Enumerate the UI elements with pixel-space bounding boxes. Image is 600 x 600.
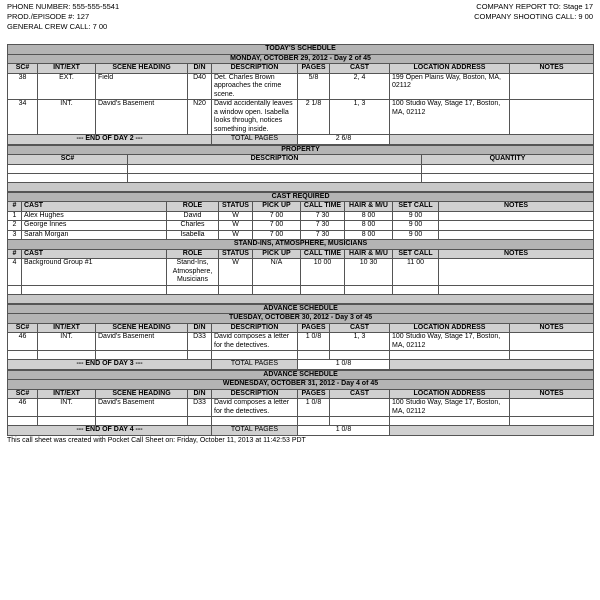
col-description: DESCRIPTION (212, 323, 298, 333)
location-address: 100 Studio Way, Stage 17, Boston, MA, 02112 (390, 399, 510, 417)
scene-heading: David's Basement (96, 100, 188, 135)
call-sheet (7, 44, 593, 444)
day-night: N20 (188, 100, 212, 135)
col-scene-heading: SCENE HEADING (96, 323, 188, 333)
col-role: ROLE (167, 202, 219, 212)
spacer-row (8, 294, 594, 303)
table-row (8, 399, 594, 417)
property-title: PROPERTY (8, 145, 594, 155)
cast-notes (439, 211, 594, 221)
cast-notes (439, 230, 594, 240)
col-pages: PAGES (298, 323, 330, 333)
scene-notes (510, 399, 594, 417)
col-location: LOCATION ADDRESS (390, 64, 510, 74)
table-row (8, 221, 594, 231)
general-crew-call: GENERAL CREW CALL: 7 00 (7, 22, 108, 31)
col-notes: NOTES (510, 64, 594, 74)
col-standin-hair: HAIR & M/U (345, 249, 393, 259)
todays-schedule-table (7, 44, 594, 145)
advance-schedule-date: TUESDAY, OCTOBER 30, 2012 - Day 3 of 45 (8, 314, 594, 324)
scene-heading: David's Basement (96, 399, 188, 417)
col-cast-num: # (8, 202, 22, 212)
footer-note: This call sheet was created with Pocket Call Sheet on: Friday, October 11, 2013 at 11:42:53 PDT (7, 436, 306, 444)
cast-notes (439, 221, 594, 231)
scene-number: 34 (8, 100, 38, 135)
col-cast: CAST (330, 64, 390, 74)
scene-number: 38 (8, 73, 38, 100)
end-of-day-label: --- END OF DAY 2 --- (8, 135, 212, 145)
col-pages: PAGES (298, 64, 330, 74)
standin-notes (439, 259, 594, 286)
property-table (7, 145, 594, 192)
prod-episode: PROD./EPISODE #: 127 (7, 12, 90, 21)
table-row (8, 73, 594, 100)
total-pages-label: TOTAL PAGES (212, 426, 298, 436)
col-sc: SC# (8, 389, 38, 399)
company-shooting-call: COMPANY SHOOTING CALL: 9 00 (474, 12, 593, 21)
standin-status: W (219, 259, 253, 286)
total-pages-value: 2 6/8 (298, 135, 390, 145)
table-row (8, 259, 594, 286)
scene-description: David composes a letter for the detectives. (212, 399, 298, 417)
total-pages-value: 1 0/8 (298, 360, 390, 370)
int-ext: EXT. (38, 73, 96, 100)
end-of-day-filler (390, 135, 594, 145)
col-notes: NOTES (510, 323, 594, 333)
col-location: LOCATION ADDRESS (390, 389, 510, 399)
cast-status: W (219, 211, 253, 221)
cast-required-table (7, 192, 594, 304)
end-of-day-label: --- END OF DAY 4 --- (8, 426, 212, 436)
cast-pickup: 7 00 (253, 230, 301, 240)
location-address: 100 Studio Way, Stage 17, Boston, MA, 02112 (390, 100, 510, 135)
scene-number: 46 (8, 399, 38, 417)
todays-schedule-date: MONDAY, OCTOBER 29, 2012 - Day 2 of 45 (8, 54, 594, 64)
col-standin-set: SET CALL (393, 249, 439, 259)
scene-description: David accidentally leaves a window open. Isabella looks through, notices something inside. (212, 100, 298, 135)
table-row (8, 417, 594, 426)
advance-schedule-day4 (7, 370, 594, 436)
cast-number: 1 (8, 211, 22, 221)
col-standin-pickup: PICK UP (253, 249, 301, 259)
standin-role: Stand-Ins, Atmosphere, Musicians (167, 259, 219, 286)
cast-hair-mu: 8 00 (345, 230, 393, 240)
col-status: STATUS (219, 202, 253, 212)
col-cast-notes: NOTES (439, 202, 594, 212)
col-scene-heading: SCENE HEADING (96, 389, 188, 399)
scene-number: 46 (8, 333, 38, 351)
scene-pages: 5/8 (298, 73, 330, 100)
scene-notes (510, 73, 594, 100)
standin-set-call: 11 00 (393, 259, 439, 286)
spacer-row (8, 182, 594, 191)
scene-cast: 2, 4 (330, 73, 390, 100)
cast-hair-mu: 8 00 (345, 211, 393, 221)
location-address: 199 Open Plains Way, Boston, MA, 02112 (390, 73, 510, 100)
col-dn: D/N (188, 64, 212, 74)
col-dn: D/N (188, 389, 212, 399)
cast-name: Alex Hughes (22, 211, 167, 221)
cast-status: W (219, 230, 253, 240)
end-of-day-filler (390, 426, 594, 436)
col-scene-heading: SCENE HEADING (96, 64, 188, 74)
cast-name: George Innes (22, 221, 167, 231)
col-standin-status: STATUS (219, 249, 253, 259)
cast-number: 2 (8, 221, 22, 231)
standin-call-time: 10 00 (301, 259, 345, 286)
cast-set-call: 9 00 (393, 230, 439, 240)
cast-role: Charles (167, 221, 219, 231)
standin-number: 4 (8, 259, 22, 286)
scene-notes (510, 100, 594, 135)
total-pages-label: TOTAL PAGES (212, 360, 298, 370)
col-cast-name: CAST (22, 202, 167, 212)
col-notes: NOTES (510, 389, 594, 399)
table-row (8, 100, 594, 135)
advance-schedule-date: WEDNESDAY, OCTOBER 31, 2012 - Day 4 of 45 (8, 380, 594, 390)
total-pages-label: TOTAL PAGES (212, 135, 298, 145)
todays-schedule-title: TODAY'S SCHEDULE (8, 45, 594, 55)
col-standin-call: CALL TIME (301, 249, 345, 259)
col-standin-num: # (8, 249, 22, 259)
scene-heading: David's Basement (96, 333, 188, 351)
table-row (8, 211, 594, 221)
col-property-description: DESCRIPTION (128, 155, 422, 165)
col-location: LOCATION ADDRESS (390, 323, 510, 333)
col-dn: D/N (188, 323, 212, 333)
col-hair-mu: HAIR & M/U (345, 202, 393, 212)
day-night: D33 (188, 399, 212, 417)
col-description: DESCRIPTION (212, 64, 298, 74)
col-description: DESCRIPTION (212, 389, 298, 399)
col-standin-role: ROLE (167, 249, 219, 259)
cast-name: Sarah Morgan (22, 230, 167, 240)
standin-pickup: N/A (253, 259, 301, 286)
int-ext: INT. (38, 333, 96, 351)
end-of-day-row (8, 426, 594, 436)
col-property-sc: SC# (8, 155, 128, 165)
cast-status: W (219, 221, 253, 231)
scene-cast (330, 399, 390, 417)
end-of-day-row (8, 360, 594, 370)
cast-set-call: 9 00 (393, 211, 439, 221)
company-report-to: COMPANY REPORT TO: Stage 17 (476, 2, 593, 11)
scene-description: David composes a letter for the detectives. (212, 333, 298, 351)
day-night: D33 (188, 333, 212, 351)
table-row (8, 164, 594, 173)
cast-required-title: CAST REQUIRED (8, 192, 594, 202)
location-address: 100 Studio Way, Stage 17, Boston, MA, 02112 (390, 333, 510, 351)
col-standin-notes: NOTES (439, 249, 594, 259)
scene-pages: 2 1/8 (298, 100, 330, 135)
cast-hair-mu: 8 00 (345, 221, 393, 231)
col-int-ext: INT/EXT (38, 389, 96, 399)
col-sc: SC# (8, 64, 38, 74)
col-cast: CAST (330, 389, 390, 399)
table-row (8, 230, 594, 240)
day-night: D40 (188, 73, 212, 100)
end-of-day-row (8, 135, 594, 145)
scene-heading: Field (96, 73, 188, 100)
cast-call-time: 7 30 (301, 211, 345, 221)
scene-cast: 1, 3 (330, 333, 390, 351)
advance-schedule-day3 (7, 304, 594, 370)
col-pickup: PICK UP (253, 202, 301, 212)
col-int-ext: INT/EXT (38, 323, 96, 333)
col-standin-cast: CAST (22, 249, 167, 259)
cast-number: 3 (8, 230, 22, 240)
end-of-day-filler (390, 360, 594, 370)
col-int-ext: INT/EXT (38, 64, 96, 74)
col-call-time: CALL TIME (301, 202, 345, 212)
standin-hair-mu: 10 30 (345, 259, 393, 286)
cast-set-call: 9 00 (393, 221, 439, 231)
end-of-day-label: --- END OF DAY 3 --- (8, 360, 212, 370)
advance-schedule-title: ADVANCE SCHEDULE (8, 370, 594, 380)
scene-notes (510, 333, 594, 351)
standins-title: STAND-INS, ATMOSPHERE, MUSICIANS (8, 240, 594, 250)
cast-call-time: 7 30 (301, 221, 345, 231)
cast-role: David (167, 211, 219, 221)
cast-role: Isabella (167, 230, 219, 240)
table-row (8, 285, 594, 294)
phone-number: PHONE NUMBER: 555-555-5541 (7, 2, 120, 11)
col-property-quantity: QUANTITY (422, 155, 594, 165)
advance-schedule-title: ADVANCE SCHEDULE (8, 304, 594, 314)
int-ext: INT. (38, 399, 96, 417)
col-sc: SC# (8, 323, 38, 333)
cast-call-time: 7 30 (301, 230, 345, 240)
scene-description: Det. Charles Brown approaches the crime scene. (212, 73, 298, 100)
standin-name: Background Group #1 (22, 259, 167, 286)
col-cast: CAST (330, 323, 390, 333)
scene-pages: 1 0/8 (298, 333, 330, 351)
table-row (8, 333, 594, 351)
col-set-call: SET CALL (393, 202, 439, 212)
scene-pages: 1 0/8 (298, 399, 330, 417)
scene-cast: 1, 3 (330, 100, 390, 135)
table-row (8, 351, 594, 360)
total-pages-value: 1 0/8 (298, 426, 390, 436)
col-pages: PAGES (298, 389, 330, 399)
cast-pickup: 7 00 (253, 211, 301, 221)
cast-pickup: 7 00 (253, 221, 301, 231)
table-row (8, 173, 594, 182)
int-ext: INT. (38, 100, 96, 135)
